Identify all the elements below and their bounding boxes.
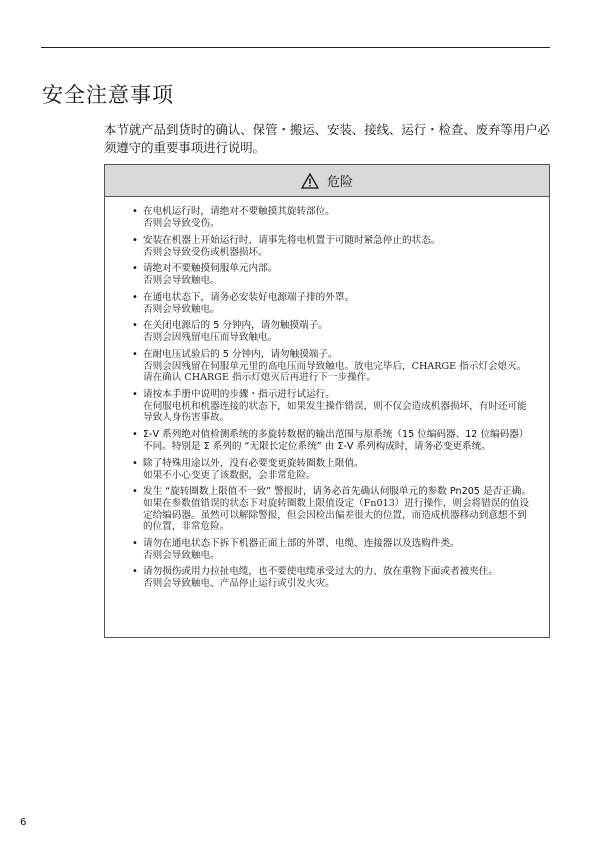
intro-paragraph: 本节就产品到货时的确认、保管・搬运、安装、接线、运行・检查、废弃等用户必须遵守的重要事项进行说明。 — [104, 122, 551, 155]
list-item — [143, 320, 535, 344]
danger-consequence-text: 如果在参数值错误的状态下对旋转圈数上限值设定（Fn013）进行操作，则会将错误的值设定给编码器。虽然可以解除警报，但会因检出偏差很大的位置，而造成机器移动到意想不到的位置，非常危险。 — [143, 498, 530, 532]
danger-box — [104, 164, 550, 638]
danger-consequence-text: 否则会导致触电。 — [143, 303, 220, 315]
danger-list — [105, 197, 549, 590]
list-item — [143, 235, 535, 259]
danger-rule-text: • 请勿在通电状态下拆下机器正面上部的外罩、电缆、连接器以及选购件类。 — [143, 537, 460, 549]
list-item — [143, 263, 535, 287]
danger-rule-text: • 除了特殊用途以外，没有必要变更旋转圈数上限值。 — [143, 457, 364, 469]
danger-consequence-text: 否则会导致触电。 — [143, 549, 220, 561]
list-item — [143, 566, 535, 590]
danger-consequence-text: 如果不小心变更了该数据，会非常危险。 — [143, 469, 316, 481]
danger-rule-text: • 请绝对不要触摸伺服单元内部。 — [143, 263, 278, 274]
danger-rule-text: • 在耐电压试验后的 5 分钟内，请勿触摸端子。 — [143, 348, 338, 360]
danger-consequence-text: 否则会因残留在伺服单元里的高电压而导致触电。放电完毕后，CHARGE 指示灯会熄灭。请在确认 CHARGE 指示灯熄灭后再进行下一步操作。 — [143, 360, 527, 383]
warning-triangle-icon — [301, 173, 319, 189]
danger-rule-text: • 请按本手册中说明的步骤・指示进行试运行。 — [143, 388, 335, 400]
danger-header — [105, 165, 549, 197]
danger-rule-text: • Σ-V 系列绝对值检测系统的多旋转数据的输出范围与原系统（15 位编码器、12 位编码器）不同。特别是 Σ 系列的 “无限长定位系统” 由 Σ-V 系列构成时，请务必变更系统。 — [143, 428, 529, 452]
list-item — [143, 429, 535, 453]
list-item — [143, 458, 535, 482]
list-item — [143, 389, 535, 424]
danger-consequence-text: 在伺服电机和机器连接的状态下，如果发生操作错误，则不仅会造成机器损坏，有时还可能导致人身伤害事故。 — [143, 400, 527, 423]
danger-rule-text: • 在通电状态下，请务必安装好电源端子排的外罩。 — [143, 291, 355, 303]
danger-rule-text: • 发生 “旋转圈数上限值不一致” 警报时，请务必首先确认伺服单元的参数 Pn205 是否正确。 — [143, 486, 531, 497]
danger-consequence-text: 否则会导致触电。 — [143, 275, 220, 286]
danger-consequence-text: 否则会导致受伤。 — [143, 218, 220, 229]
list-item — [143, 292, 535, 316]
list-item — [143, 349, 535, 384]
danger-rule-text: • 安装在机器上开始运行时，请事先将电机置于可随时紧急停止的状态。 — [143, 234, 441, 246]
header-rule — [41, 47, 550, 48]
page-title: 安全注意事项 — [42, 83, 174, 107]
list-item — [143, 538, 535, 562]
list-item — [143, 486, 535, 533]
danger-consequence-text: 否则会因残留电压而导致触电。 — [143, 332, 278, 343]
danger-rule-text: • 请勿损伤或用力拉扯电缆，也不要使电缆承受过大的力、放在重物下面或者被夹住。 — [143, 566, 498, 577]
page-number: 6 — [20, 817, 27, 828]
list-item — [143, 206, 535, 230]
danger-consequence-text: 否则会导致触电、产品停止运行或引发火灾。 — [143, 578, 335, 589]
danger-heading: 危险 — [326, 175, 353, 190]
danger-consequence-text: 否则会导致受伤或机器损坏。 — [143, 246, 268, 258]
danger-rule-text: • 在电机运行时，请绝对不要触摸其旋转部位。 — [143, 206, 335, 217]
danger-rule-text: • 在关闭电源后的 5 分钟内，请勿触摸端子。 — [143, 320, 328, 331]
